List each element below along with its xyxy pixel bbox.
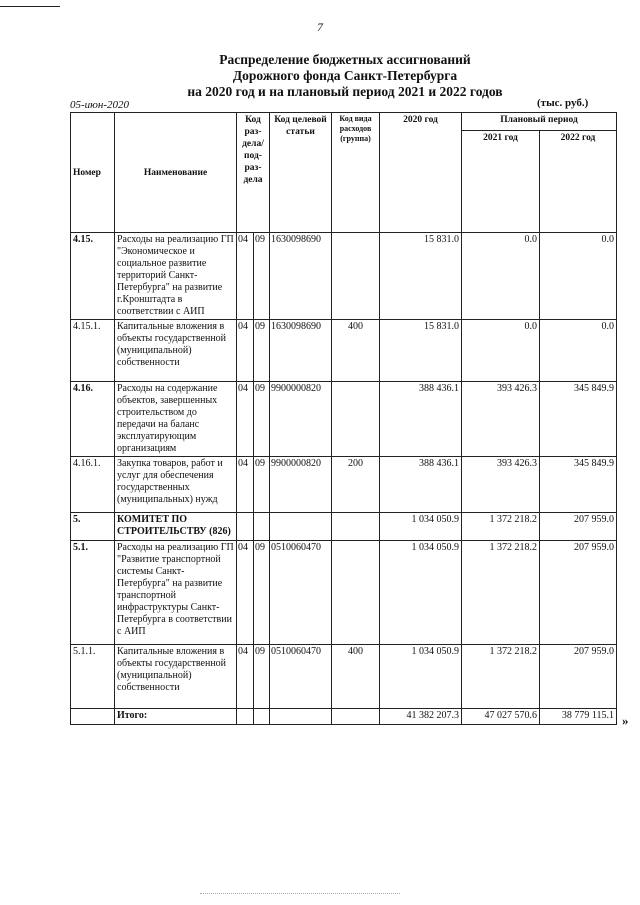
row-expense-type: [332, 233, 380, 320]
row-name: Капитальные вложения в объекты государственной (муниципальной) собственности: [115, 320, 237, 382]
row-2022: 345 849.9: [540, 457, 617, 513]
row-2021: 0.0: [462, 233, 540, 320]
header-number: Номер: [71, 113, 115, 233]
table-row: [71, 382, 617, 457]
header-target: Код целевой статьи: [270, 113, 332, 233]
page-number: 7: [317, 20, 323, 34]
table-row: [71, 320, 617, 382]
row-section: 04: [237, 457, 254, 513]
row-section: 04: [237, 645, 254, 709]
total-target-cell: [270, 709, 332, 725]
row-2021: 1 372 218.2: [462, 513, 540, 541]
total-row: [71, 709, 617, 725]
row-2020: 1 034 050.9: [380, 645, 462, 709]
row-section: 04: [237, 541, 254, 645]
row-section: 04: [237, 382, 254, 457]
document-date: 05-июн-2020: [70, 99, 130, 111]
row-name: КОМИТЕТ ПО СТРОИТЕЛЬСТВУ (826): [115, 513, 237, 541]
row-expense-type: [332, 382, 380, 457]
row-subsection: 09: [254, 645, 270, 709]
row-expense-type: 400: [332, 645, 380, 709]
header-expense-type: Код вида расходов (группа): [332, 113, 380, 233]
row-2021: 393 426.3: [462, 457, 540, 513]
row-name: Капитальные вложения в объекты государственной (муниципальной) собственности: [115, 645, 237, 709]
budget-table: [70, 112, 617, 725]
row-name: Закупка товаров, работ и услуг для обеспечения государственных (муниципальных) нужд: [115, 457, 237, 513]
row-section: 04: [237, 320, 254, 382]
table-row: [71, 513, 617, 541]
row-2021: 0.0: [462, 320, 540, 382]
header-2021: 2021 год: [462, 131, 540, 233]
total-2022: 38 779 115.1: [540, 709, 617, 725]
bottom-scan-artifact: [200, 893, 400, 894]
row-section: [237, 513, 254, 541]
row-2021: 1 372 218.2: [462, 541, 540, 645]
continuation-mark: »: [622, 713, 629, 728]
table-row: [71, 541, 617, 645]
row-2022: 0.0: [540, 320, 617, 382]
total-subsection-cell: [254, 709, 270, 725]
row-2020: 15 831.0: [380, 320, 462, 382]
title-line-1: Распределение бюджетных ассигнований: [219, 52, 471, 67]
row-2020: 15 831.0: [380, 233, 462, 320]
row-subsection: [254, 513, 270, 541]
row-target: 0510060470: [270, 645, 332, 709]
row-name: Расходы на содержание объектов, завершенных строительством до передачи на баланс эксплуатирующим организациям: [115, 382, 237, 457]
row-number: 5.1.: [71, 541, 115, 645]
row-subsection: 09: [254, 382, 270, 457]
row-expense-type: [332, 541, 380, 645]
row-expense-type: 400: [332, 320, 380, 382]
row-2020: 1 034 050.9: [380, 513, 462, 541]
total-label: Итого:: [115, 709, 237, 725]
header-planned-period: Плановый период: [462, 113, 617, 131]
row-number: 5.1.1.: [71, 645, 115, 709]
row-target: 1630098690: [270, 233, 332, 320]
row-target: 1630098690: [270, 320, 332, 382]
row-2022: 345 849.9: [540, 382, 617, 457]
row-subsection: 09: [254, 233, 270, 320]
row-2022: 0.0: [540, 233, 617, 320]
row-number: 4.16.1.: [71, 457, 115, 513]
row-2020: 1 034 050.9: [380, 541, 462, 645]
row-subsection: 09: [254, 320, 270, 382]
total-number-cell: [71, 709, 115, 725]
header-2020: 2020 год: [380, 113, 462, 233]
total-section-cell: [237, 709, 254, 725]
total-2020: 41 382 207.3: [380, 709, 462, 725]
header-2022: 2022 год: [540, 131, 617, 233]
table-row: [71, 233, 617, 320]
header-section: Код раз-дела/ под-раз-дела: [237, 113, 270, 233]
document-title: [120, 52, 570, 100]
row-number: 4.15.: [71, 233, 115, 320]
row-2021: 393 426.3: [462, 382, 540, 457]
header-name: Наименование: [115, 113, 237, 233]
row-2020: 388 436.1: [380, 382, 462, 457]
row-target: [270, 513, 332, 541]
total-2021: 47 027 570.6: [462, 709, 540, 725]
row-subsection: 09: [254, 457, 270, 513]
row-number: 4.16.: [71, 382, 115, 457]
row-2022: 207 959.0: [540, 541, 617, 645]
title-line-3: на 2020 год и на плановый период 2021 и 2022 годов: [187, 84, 503, 99]
row-expense-type: [332, 513, 380, 541]
row-target: 0510060470: [270, 541, 332, 645]
row-name: Расходы на реализацию ГП "Экономическое и социальное развитие территорий Санкт-Петербурга" на развитие г.Кронштадта в соответствии с АИП: [115, 233, 237, 320]
row-target: 9900000820: [270, 457, 332, 513]
row-2022: 207 959.0: [540, 645, 617, 709]
row-subsection: 09: [254, 541, 270, 645]
total-type-cell: [332, 709, 380, 725]
title-line-2: Дорожного фонда Санкт-Петербурга: [232, 68, 458, 83]
table-row: [71, 645, 617, 709]
row-number: 5.: [71, 513, 115, 541]
row-2021: 1 372 218.2: [462, 645, 540, 709]
table-row: [71, 457, 617, 513]
row-name: Расходы на реализацию ГП "Развитие транспортной системы Санкт-Петербурга" на развитие транспортной инфраструктуры Санкт-Петербурга в соответствии с АИП: [115, 541, 237, 645]
top-rule: [0, 6, 60, 7]
row-2022: 207 959.0: [540, 513, 617, 541]
units-label: (тыс. руб.): [537, 97, 589, 109]
row-target: 9900000820: [270, 382, 332, 457]
row-expense-type: 200: [332, 457, 380, 513]
row-2020: 388 436.1: [380, 457, 462, 513]
row-number: 4.15.1.: [71, 320, 115, 382]
row-section: 04: [237, 233, 254, 320]
